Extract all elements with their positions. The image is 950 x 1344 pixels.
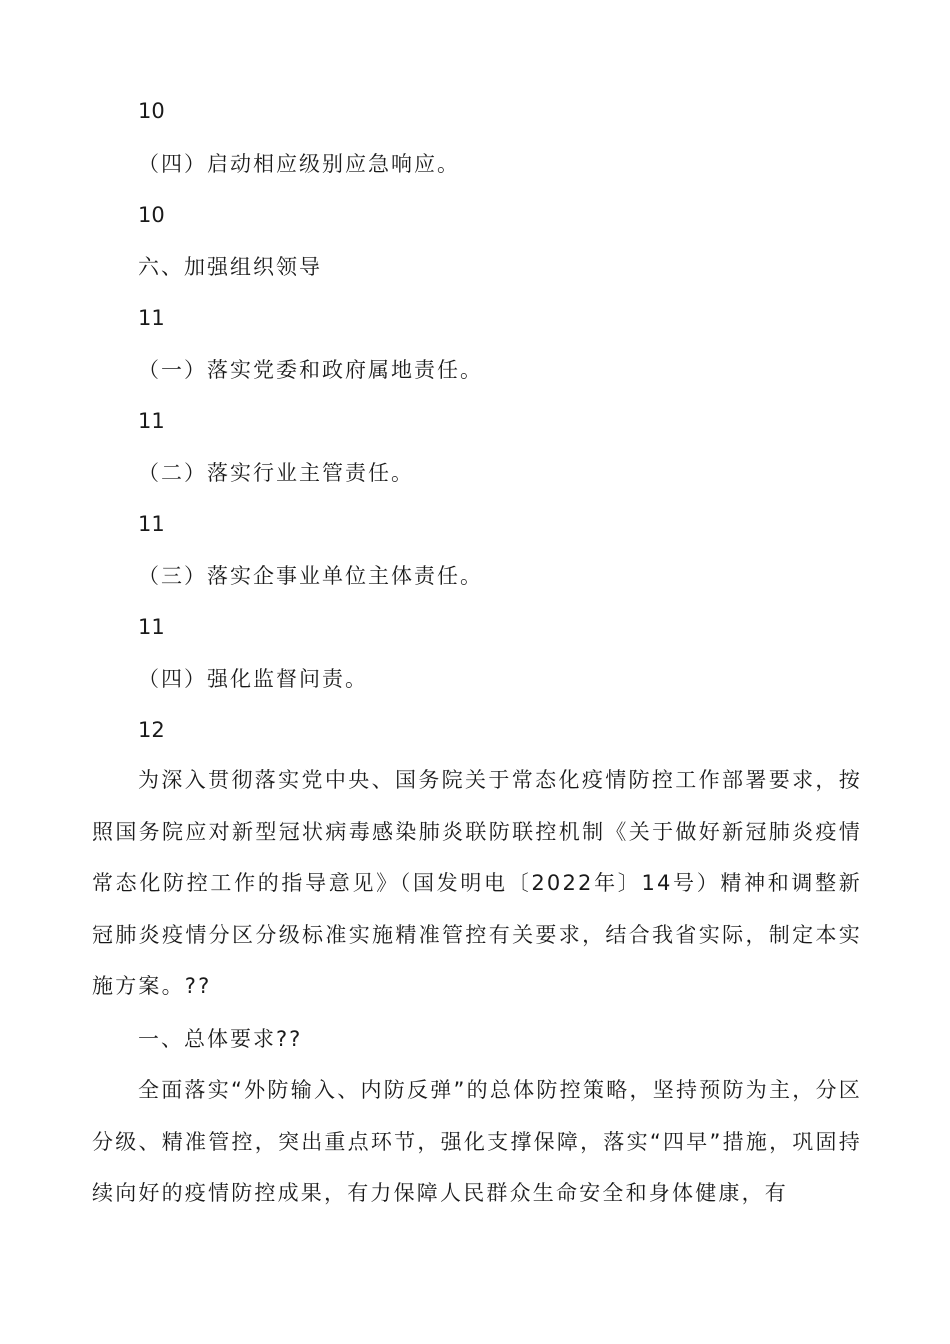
intro-paragraph: 为深入贯彻落实党中央、国务院关于常态化疫情防控工作部署要求，按照国务院应对新型冠状病毒感染肺炎联防联控机制《关于做好新冠肺炎疫情常态化防控工作的指导意见》（国发明电〔2022年〕14号）精神和调整新冠肺炎疫情分区分级标准实施精准管控有关要求，结合我省实际，制定本实施方案。?? <box>92 768 862 998</box>
toc-page-number: 10 <box>138 203 165 227</box>
toc-entry: （一）落实党委和政府属地责任。 <box>138 358 483 382</box>
toc-page-number: 11 <box>138 512 165 536</box>
toc-entry: （四）启动相应级别应急响应。 <box>138 152 460 176</box>
toc-entry: （二）落实行业主管责任。 <box>138 461 414 485</box>
toc-entry: 六、加强组织领导 <box>138 255 322 279</box>
toc-page-number: 12 <box>138 718 165 742</box>
toc-page-number: 11 <box>138 306 165 330</box>
toc-entry: （四）强化监督问责。 <box>138 667 368 691</box>
toc-page-number: 11 <box>138 615 165 639</box>
section-paragraph: 全面落实“外防输入、内防反弹”的总体防控策略，坚持预防为主，分区分级、精准管控，突出重点环节，强化支撑保障，落实“四早”措施，巩固持续向好的疫情防控成果，有力保障人民群众生命安全和身体健康，有 <box>92 1078 862 1205</box>
toc-entry: （三）落实企事业单位主体责任。 <box>138 564 483 588</box>
toc-page-number: 10 <box>138 99 165 123</box>
section-heading: 一、总体要求?? <box>138 1027 303 1051</box>
toc-page-number: 11 <box>138 409 165 433</box>
